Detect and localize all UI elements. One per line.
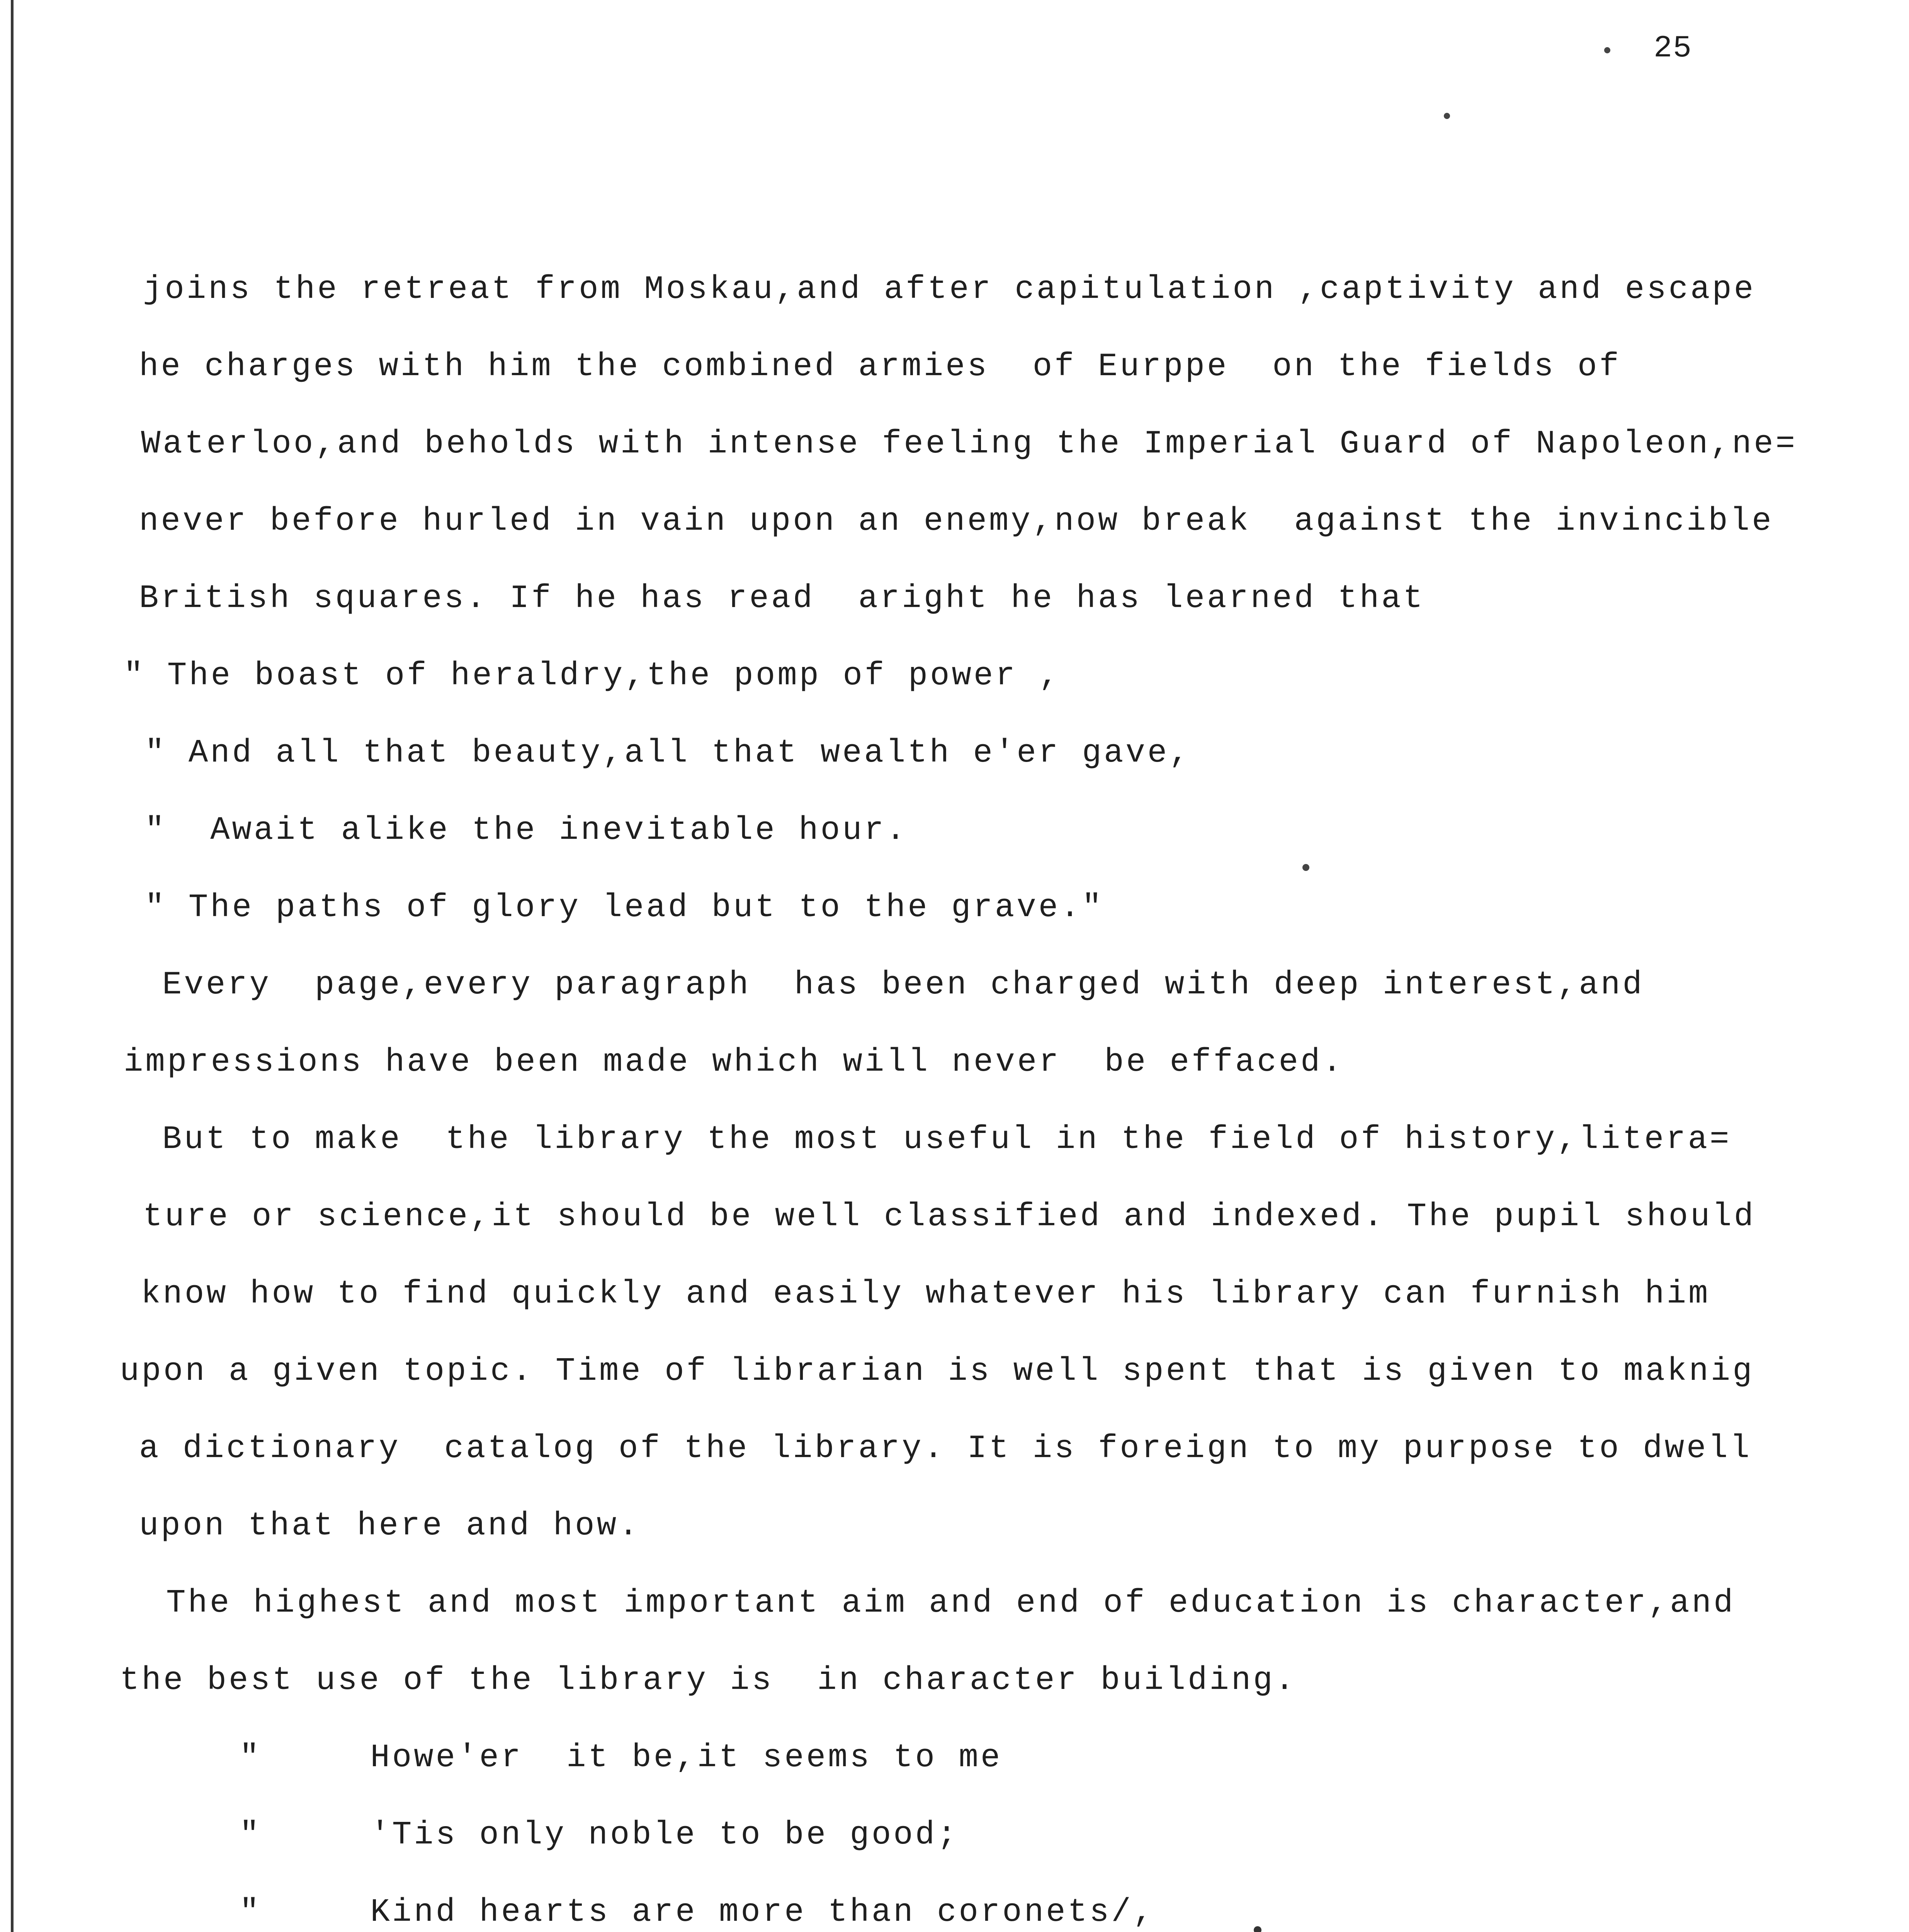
text-line: " 'Tis only noble to be good; [240, 1817, 959, 1854]
text-line: Every page,every paragraph has been charged with deep interest,and [162, 967, 1644, 1003]
text-line: " Await alike the inevitable hour. [145, 812, 908, 849]
page-edge-line [11, 0, 14, 1932]
text-line: The highest and most important aim and end of education is character,and [166, 1585, 1736, 1622]
text-line: upon that here and how. [139, 1508, 641, 1544]
text-line: " Howe'er it be,it seems to me [240, 1740, 1003, 1776]
text-line: British squares. If he has read aright he has learned that [139, 580, 1425, 617]
text-line: " Kind hearts are more than coronets/, [240, 1894, 1155, 1931]
text-line: never before hurled in vain upon an enemy,now break against the invincible [139, 503, 1774, 540]
text-line: " The boast of heraldry,the pomp of power , [124, 658, 1061, 694]
text-line: " And all that beauty,all that wealth e'er gave, [145, 735, 1191, 772]
text-line: know how to find quickly and easily whatever his library can furnish him [141, 1276, 1710, 1313]
text-line: the best use of the library is in character building. [120, 1662, 1297, 1699]
text-line: " The paths of glory lead but to the grave." [145, 889, 1104, 926]
text-line: Waterloo,and beholds with intense feeling the Imperial Guard of Napoleon,ne= [141, 426, 1798, 463]
text-line: ture or science,it should be well classified and indexed. The pupil should [143, 1199, 1756, 1235]
text-line: impressions have been made which will never be effaced. [124, 1044, 1344, 1081]
page-number: 25 [1654, 31, 1693, 66]
text-line: a dictionary catalog of the library. It is foreign to my purpose to dwell [139, 1430, 1752, 1467]
text-line: he charges with him the combined armies of Eurppe on the fields of [139, 349, 1621, 385]
text-line: But to make the library the most useful in the field of history,litera= [162, 1121, 1732, 1158]
text-line: upon a given topic. Time of librarian is well spent that is given to maknig [120, 1353, 1754, 1390]
text-line: joins the retreat from Moskau,and after capitulation ,captivity and escape [143, 271, 1756, 308]
